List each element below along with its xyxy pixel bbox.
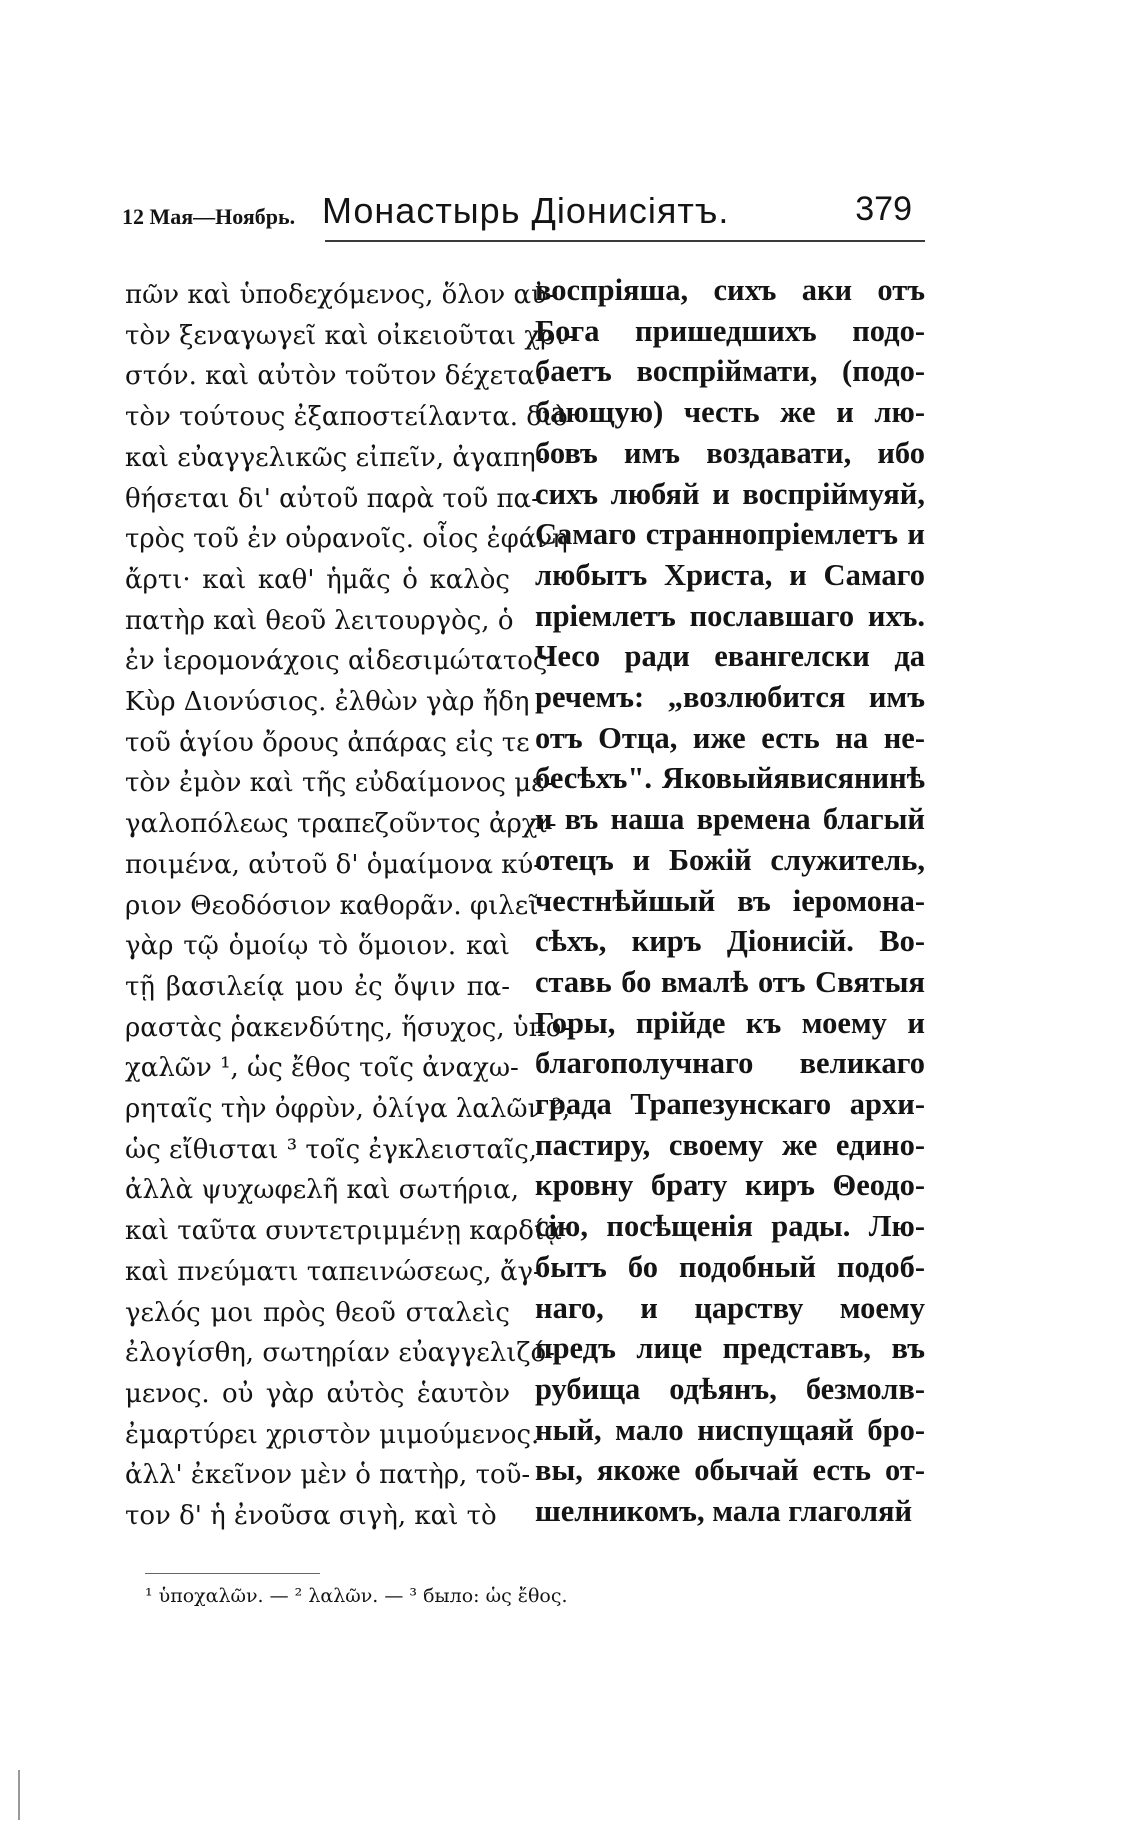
header-rule: [325, 240, 925, 242]
greek-text-line: ἄρτι· καὶ καθ' ἡμᾶς ὁ καλὸς: [125, 564, 510, 595]
greek-text-line: ἀλλ' ἐκεῖνον μὲν ὁ πατὴρ, τοῦ-: [125, 1460, 531, 1491]
slavonic-text-line: честнѣйшый въ іеромона-: [535, 883, 925, 918]
greek-text-line: ἐν ἱερομονάχοις αἰδεσιμώτατος: [125, 646, 548, 677]
greek-text-line: ἐμαρτύρει χριστὸν μιμούμενος.: [125, 1419, 540, 1450]
greek-text-line: ὡς εἴθισται ³ τοῖς ἐγκλεισταῖς,: [125, 1134, 538, 1165]
greek-text-line: μενος. οὐ γὰρ αὐτὸς ἑαυτὸν: [125, 1378, 510, 1409]
greek-text-line: ριον Θεοδόσιον καθορᾶν. φιλεῖ: [125, 890, 539, 921]
slavonic-text-line: речемъ: „возлюбится имъ: [535, 680, 925, 715]
running-header: [122, 190, 922, 240]
slavonic-text-line: сію, посѣщенія рады. Лю-: [535, 1209, 925, 1244]
slavonic-text-line: пастиру, своему же едино-: [535, 1127, 925, 1162]
page-number: 379: [855, 190, 912, 228]
slavonic-text-line: Самаго страннопріемлетъ и: [535, 517, 925, 552]
greek-text-line: ἐλογίσθη, σωτηρίαν εὐαγγελιζό-: [125, 1338, 555, 1369]
slavonic-text-line: баетъ воспріймати, (подо-: [535, 354, 925, 389]
slavonic-text-line: наго, и царству моему: [535, 1290, 925, 1325]
greek-text-line: τοῦ ἁγίου ὄρους ἀπάρας εἰς τε: [125, 727, 530, 758]
slavonic-text-line: отецъ и Божій служитель,: [535, 842, 925, 877]
greek-text-line: τῇ βασιλείᾳ μου ἐς ὄψιν πα-: [125, 971, 510, 1002]
greek-text-line: τὸν ἐμὸν καὶ τῆς εὐδαίμονος με-: [125, 768, 554, 799]
margin-mark: [18, 1770, 20, 1820]
slavonic-text-line: бающую) честь же и лю-: [535, 395, 925, 430]
greek-text-line: ρηταῖς τὴν ὀφρὺν, ὀλίγα λαλῶν ²,: [125, 1094, 571, 1125]
slavonic-text-line: бытъ бо подобный подоб-: [535, 1249, 925, 1284]
slavonic-text-line: отъ Отца, иже есть на не-: [535, 720, 925, 755]
slavonic-text-line: шелникомъ, мала глаголяй: [535, 1494, 913, 1529]
slavonic-text-line: ный, мало ниспущаяй бро-: [535, 1412, 925, 1447]
greek-text-line: καὶ εὐαγγελικῶς εἰπεῖν, ἀγαπη-: [125, 442, 545, 473]
greek-text-line: γαλοπόλεως τραπεζοῦντος ἀρχι-: [125, 809, 557, 840]
footnote-rule: [145, 1573, 320, 1574]
slavonic-text-line: предъ лице представъ, въ: [535, 1331, 925, 1366]
slavonic-text-line: града Трапезунскаго архи-: [535, 1087, 925, 1122]
greek-text-line: Κὺρ Διονύσιος. ἐλθὼν γὰρ ἤδη: [125, 687, 530, 718]
header-date-range: 12 Мая—Ноябрь.: [122, 204, 296, 229]
slavonic-text-line: и въ наша времена благый: [535, 802, 925, 837]
footnotes: ¹ ὑποχαλῶν. — ² λαλῶν. — ³ было: ὡς ἔθος.: [145, 1585, 568, 1607]
greek-text-line: γὰρ τῷ ὁμοίῳ τὸ ὅμοιον. καὶ: [125, 931, 510, 962]
greek-text-line: ποιμένα, αὐτοῦ δ' ὁμαίμονα κύ-: [125, 849, 543, 880]
slavonic-text-line: воспріяша, сихъ аки отъ: [535, 273, 925, 307]
slavonic-text-line: Бога пришедшихъ подо-: [535, 313, 925, 348]
slavonic-text-line: Горы, прійде къ моему и: [535, 1005, 925, 1040]
greek-text-line: καὶ πνεύματι ταπεινώσεως, ἄγ-: [125, 1256, 542, 1287]
slavonic-text-line: пріемлетъ пославшаго ихъ.: [535, 598, 925, 633]
greek-text-line: χαλῶν ¹, ὡς ἔθος τοῖς ἀναχω-: [125, 1053, 519, 1084]
slavonic-text-line: бовъ имъ воздавати, ибо: [535, 435, 925, 470]
greek-text-line: τὸν τούτους ἐξαποστείλαντα. διὸ: [125, 402, 568, 433]
greek-text-line: πατὴρ καὶ θεοῦ λειτουργὸς, ὁ: [125, 605, 514, 636]
greek-text-line: ἀλλὰ ψυχωφελῆ καὶ σωτήρια,: [125, 1175, 519, 1206]
header-title: Монастырь Діонисіятъ.: [322, 190, 730, 231]
slavonic-text-line: сѣхъ, киръ Діонисій. Во-: [535, 924, 925, 959]
slavonic-text-line: ставь бо вмалѣ отъ Святыя: [535, 964, 925, 999]
slavonic-text-line: кровну брату киръ Θеодо-: [535, 1168, 925, 1203]
greek-text-line: πῶν καὶ ὑποδεχόμενος, ὅλον αὐ-: [125, 280, 556, 310]
slavonic-text-line: Чесо ради евангелски да: [535, 639, 925, 674]
greek-text-line: τὸν ξεναγωγεῖ καὶ οἰκειοῦται χρι-: [125, 320, 575, 351]
greek-text-line: τρὸς τοῦ ἐν οὐρανοῖς. οἷος ἐφάνη: [125, 524, 568, 555]
slavonic-text-line: рубища одѣянъ, безмолв-: [535, 1371, 925, 1406]
greek-text-line: θήσεται δι' αὐτοῦ παρὰ τοῦ πα-: [125, 483, 540, 514]
greek-text-line: στόν. καὶ αὐτὸν τοῦτον δέχεται: [125, 361, 546, 392]
greek-text-line: γελός μοι πρὸς θεοῦ σταλεὶς: [125, 1297, 510, 1328]
greek-text-line: ραστὰς ῥακενδύτης, ἥσυχος, ὑπο-: [125, 1012, 571, 1043]
slavonic-text-line: любытъ Христа, и Самаго: [535, 557, 925, 592]
greek-text-line: καὶ ταῦτα συντετριμμένῃ καρδίᾳ: [125, 1216, 562, 1247]
slavonic-text-line: вы, якоже обычай есть от-: [535, 1453, 925, 1488]
slavonic-text-line: бесѣхъ". Яковыйявисянинѣ: [535, 761, 925, 796]
slavonic-text-line: благополучнаго великаго: [535, 1046, 925, 1081]
slavonic-text-line: сихъ любяй и воспріймуяй,: [535, 476, 925, 511]
greek-text-column: [125, 275, 575, 1537]
slavonic-text-column: [535, 270, 925, 1532]
greek-text-line: τον δ' ἡ ἐνοῦσα σιγὴ, καὶ τὸ: [125, 1501, 497, 1532]
